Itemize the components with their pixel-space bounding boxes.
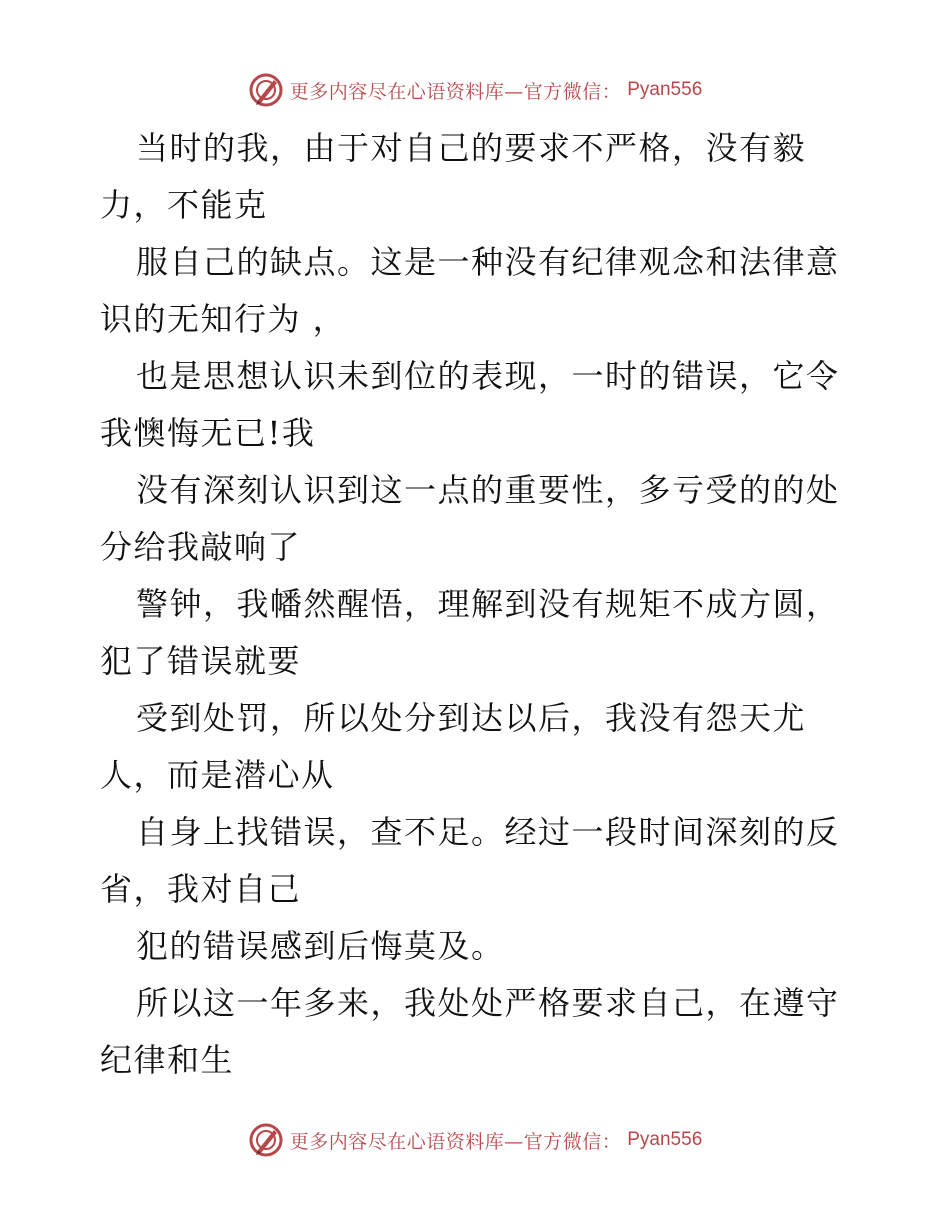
paragraph-7 [100, 804, 860, 918]
header-banner [0, 70, 950, 110]
paragraph-line: 人，而是潜心从 [100, 756, 335, 794]
paragraph-line: 省，我对自己 [100, 870, 302, 908]
paragraph-9 [100, 975, 860, 1089]
paragraph-line: 受到处罚，所以处分到达以后，我没有怨天尤 [136, 699, 807, 737]
paragraph-line: 识的无知行为 ， [100, 300, 347, 338]
paragraph-2 [100, 234, 860, 348]
paragraph-line: 犯的错误感到后悔莫及。 [136, 927, 505, 965]
paragraph-line: 自身上找错误，查不足。经过一段时间深刻的反 [136, 813, 840, 851]
pen-logo-icon [248, 72, 284, 108]
paragraph-1 [100, 120, 860, 234]
header-text: 更多内容尽在心语资料库—官方微信： [289, 80, 622, 103]
paragraph-line: 犯了错误就要 [100, 642, 302, 680]
paragraph-5 [100, 576, 860, 690]
paragraph-line: 我懊悔无已!我 [100, 414, 316, 452]
paragraph-8 [100, 918, 860, 975]
footer-wechat-id: Pyan556 [627, 1129, 703, 1150]
footer-banner [0, 1120, 950, 1160]
paragraph-4 [100, 462, 860, 576]
paragraph-3 [100, 348, 860, 462]
paragraph-line: 警钟，我幡然醒悟，理解到没有规矩不成方圆， [136, 585, 840, 623]
document-body [100, 120, 860, 1089]
paragraph-line: 纪律和生 [100, 1041, 235, 1079]
paragraph-line: 没有深刻认识到这一点的重要性，多亏受的的处 [136, 471, 840, 509]
paragraph-line: 力，不能克 [100, 186, 268, 224]
footer-text: 更多内容尽在心语资料库—官方微信： [289, 1130, 622, 1153]
paragraph-line: 分给我敲响了 [100, 528, 302, 566]
header-wechat-id: Pyan556 [627, 79, 703, 100]
pen-logo-icon [248, 1122, 284, 1158]
paragraph-line: 也是思想认识未到位的表现，一时的错误，它令 [136, 357, 840, 395]
paragraph-6 [100, 690, 860, 804]
paragraph-line: 当时的我，由于对自己的要求不严格，没有毅 [136, 129, 807, 167]
paragraph-line: 服自己的缺点。这是一种没有纪律观念和法律意 [136, 243, 840, 281]
paragraph-line: 所以这一年多来，我处处严格要求自己，在遵守 [136, 984, 840, 1022]
